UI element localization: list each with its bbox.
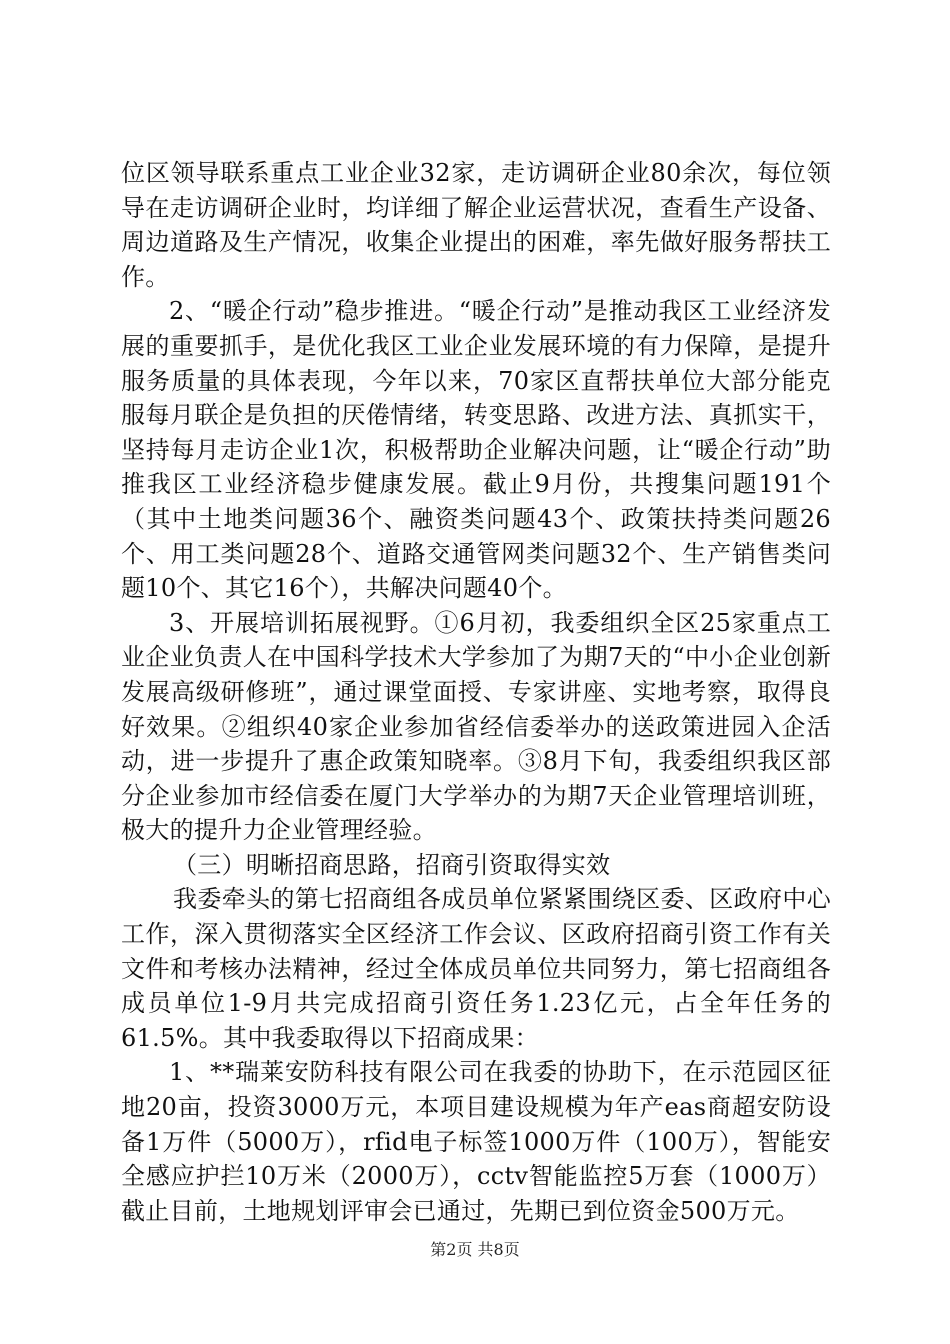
paragraph-investment-result-1: 1、**瑞莱安防科技有限公司在我委的协助下，在示范园区征地20亩，投资3000万元，本项目建设规模为年产eas商超安防设备1万件（5000万），rfid电子标签1000万件（100万），智能安全感应护拦10万米（2000万），cctv智能监控5万套（1000万）截止目前，土地规划评审会已通过，先期已到位资金500万元。: [121, 1058, 831, 1225]
paragraph-investment-group: 我委牵头的第七招商组各成员单位紧紧围绕区委、区政府中心工作，深入贯彻落实全区经济工作会议、区政府招商引资工作有关文件和考核办法精神，经过全体成员单位共同努力，第七招商组各成员单位1-9月共完成招商引资任务1.23亿元，占全年任务的61.5%。其中我委取得以下招商成果：: [121, 885, 831, 1052]
page-number-footer: 第2页 共8页: [430, 1240, 520, 1259]
section-heading-investment: （三）明晰招商思路，招商引资取得实效: [173, 850, 611, 879]
document-body: [121, 156, 831, 1228]
paragraph-training: 3、开展培训拓展视野。①6月初，我委组织全区25家重点工业企业负责人在中国科学技术大学参加了为期7天的“中小企业创新发展高级研修班”，通过课堂面授、专家讲座、实地考察，取得良好效果。②组织40家企业参加省经信委举办的送政策进园入企活动，进一步提升了惠企政策知晓率。③8月下旬，我委组织我区部分企业参加市经信委在厦门大学举办的为期7天企业管理培训班，极大的提升力企业管理经验。: [121, 608, 831, 845]
paragraph-warm-enterprise-action: 2、“暖企行动”稳步推进。“暖企行动”是推动我区工业经济发展的重要抓手，是优化我区工业企业发展环境的有力保障，是提升服务质量的具体表现，今年以来，70家区直帮扶单位大部分能克服每月联企是负担的厌倦情绪，转变思路、改进方法、真抓实干，坚持每月走访企业1次，积极帮助企业解决问题，让“暖企行动”助推我区工业经济稳步健康发展。截止9月份，共搜集问题191个（其中土地类问题36个、融资类问题43个、政策扶持类问题26个、用工类问题28个、道路交通管网类问题32个、生产销售类问题10个、其它16个），共解决问题40个。: [121, 297, 831, 603]
paragraph-continuation: 位区领导联系重点工业企业32家，走访调研企业80余次，每位领导在走访调研企业时，均详细了解企业运营状况，查看生产设备、周边道路及生产情况，收集企业提出的困难，率先做好服务帮扶工作。: [121, 159, 831, 291]
